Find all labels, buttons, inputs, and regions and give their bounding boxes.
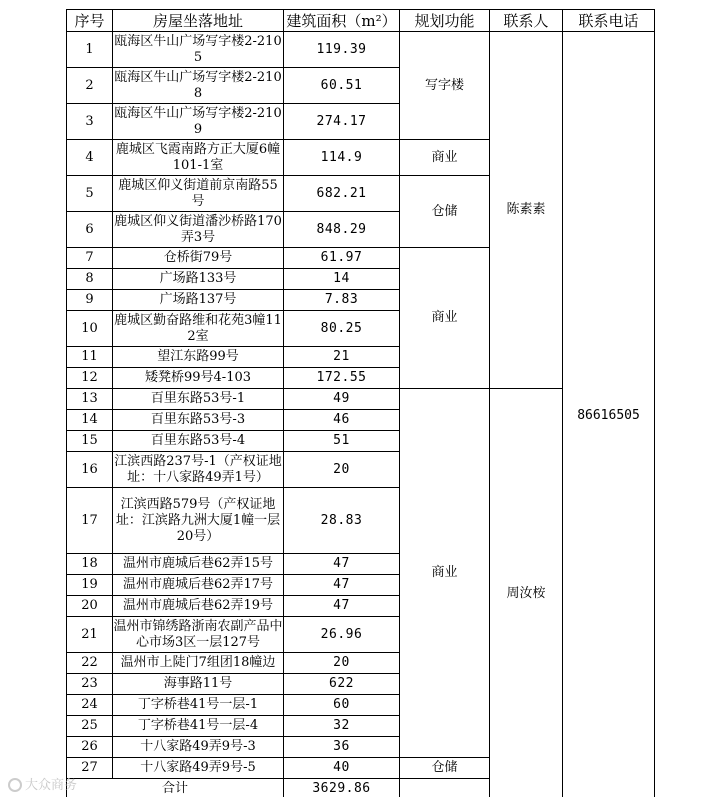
total-label: 合计 [67, 779, 284, 797]
row-area: 36 [284, 737, 400, 758]
contact-first: 陈素素 [490, 32, 563, 389]
row-no: 20 [67, 596, 113, 617]
row-no: 23 [67, 674, 113, 695]
row-no: 26 [67, 737, 113, 758]
row-area: 274.17 [284, 104, 400, 140]
total-area: 3629.86 [284, 779, 400, 797]
use-commercial: 商业 [400, 389, 490, 758]
row-address: 温州市鹿城后巷62弄15号 [113, 554, 284, 575]
row-area: 682.21 [284, 176, 400, 212]
row-address: 丁字桥巷41号一层-1 [113, 695, 284, 716]
row-address: 鹿城区勤奋路维和花苑3幢112室 [113, 311, 284, 347]
row-no: 6 [67, 212, 113, 248]
header-area: 建筑面积（m²） [284, 10, 400, 32]
row-address: 鹿城区仰义街道潘沙桥路170弄3号 [113, 212, 284, 248]
row-address: 鹿城区飞霞南路方正大厦6幢101-1室 [113, 140, 284, 176]
row-address: 鹿城区仰义街道前京南路55号 [113, 176, 284, 212]
row-address: 温州市锦绣路浙南农副产品中心市场3区一层127号 [113, 617, 284, 653]
header-row [67, 10, 655, 32]
row-no: 4 [67, 140, 113, 176]
row-address: 丁字桥巷41号一层-4 [113, 716, 284, 737]
table-row [67, 32, 655, 68]
use-storage: 仓储 [400, 176, 490, 248]
row-area: 14 [284, 269, 400, 290]
row-area: 172.55 [284, 368, 400, 389]
row-no: 24 [67, 695, 113, 716]
watermark [8, 774, 77, 793]
header-contact: 联系人 [490, 10, 563, 32]
watermark-logo-icon [8, 778, 22, 792]
row-address: 温州市鹿城后巷62弄19号 [113, 596, 284, 617]
header-no: 序号 [67, 10, 113, 32]
row-area: 32 [284, 716, 400, 737]
row-area: 848.29 [284, 212, 400, 248]
total-use-empty [400, 779, 490, 797]
row-no: 5 [67, 176, 113, 212]
row-address: 十八家路49弄9号-5 [113, 758, 284, 779]
row-no: 25 [67, 716, 113, 737]
property-table [66, 9, 655, 797]
use-commercial: 商业 [400, 248, 490, 389]
header-phone: 联系电话 [563, 10, 655, 32]
row-area: 28.83 [284, 488, 400, 554]
row-address: 江滨西路237号-1（产权证地址：十八家路49弄1号） [113, 452, 284, 488]
use-commercial: 商业 [400, 140, 490, 176]
row-no: 7 [67, 248, 113, 269]
row-address: 瓯海区牛山广场写字楼2-2109 [113, 104, 284, 140]
watermark-text: 大众商务 [25, 778, 78, 793]
use-storage: 仓储 [400, 758, 490, 779]
header-use: 规划功能 [400, 10, 490, 32]
row-address: 温州市鹿城后巷62弄17号 [113, 575, 284, 596]
row-area: 61.97 [284, 248, 400, 269]
row-no: 14 [67, 410, 113, 431]
row-area: 47 [284, 596, 400, 617]
row-area: 20 [284, 452, 400, 488]
row-address: 瓯海区牛山广场写字楼2-2108 [113, 68, 284, 104]
contact-second: 周汝桉 [490, 389, 563, 797]
row-no: 15 [67, 431, 113, 452]
row-area: 51 [284, 431, 400, 452]
row-no: 2 [67, 68, 113, 104]
row-area: 60.51 [284, 68, 400, 104]
row-no: 9 [67, 290, 113, 311]
row-area: 40 [284, 758, 400, 779]
row-address: 广场路133号 [113, 269, 284, 290]
row-no: 11 [67, 347, 113, 368]
row-address: 百里东路53号-1 [113, 389, 284, 410]
row-address: 瓯海区牛山广场写字楼2-2105 [113, 32, 284, 68]
row-no: 3 [67, 104, 113, 140]
row-area: 21 [284, 347, 400, 368]
row-area: 119.39 [284, 32, 400, 68]
row-area: 46 [284, 410, 400, 431]
row-area: 114.9 [284, 140, 400, 176]
row-area: 622 [284, 674, 400, 695]
row-address: 望江东路99号 [113, 347, 284, 368]
row-no: 1 [67, 32, 113, 68]
row-address: 仓桥街79号 [113, 248, 284, 269]
row-address: 江滨西路579号（产权证地址：江滨路九洲大厦1幢一层20号） [113, 488, 284, 554]
row-no: 16 [67, 452, 113, 488]
row-address: 广场路137号 [113, 290, 284, 311]
row-no: 21 [67, 617, 113, 653]
row-area: 26.96 [284, 617, 400, 653]
row-no: 17 [67, 488, 113, 554]
row-area: 47 [284, 554, 400, 575]
row-address: 海事路11号 [113, 674, 284, 695]
row-address: 十八家路49弄9号-3 [113, 737, 284, 758]
contact-phone: 86616505 [563, 32, 655, 797]
row-area: 60 [284, 695, 400, 716]
header-address: 房屋坐落地址 [113, 10, 284, 32]
row-address: 百里东路53号-4 [113, 431, 284, 452]
row-no: 27 [67, 758, 113, 779]
row-no: 8 [67, 269, 113, 290]
row-no: 19 [67, 575, 113, 596]
row-area: 49 [284, 389, 400, 410]
row-no: 10 [67, 311, 113, 347]
row-area: 80.25 [284, 311, 400, 347]
row-address: 温州市上陡门7组团18幢边 [113, 653, 284, 674]
row-area: 47 [284, 575, 400, 596]
row-no: 18 [67, 554, 113, 575]
row-area: 7.83 [284, 290, 400, 311]
row-no: 22 [67, 653, 113, 674]
row-no: 12 [67, 368, 113, 389]
row-no: 13 [67, 389, 113, 410]
row-address: 矮凳桥99号4-103 [113, 368, 284, 389]
row-area: 20 [284, 653, 400, 674]
row-address: 百里东路53号-3 [113, 410, 284, 431]
use-office: 写字楼 [400, 32, 490, 140]
